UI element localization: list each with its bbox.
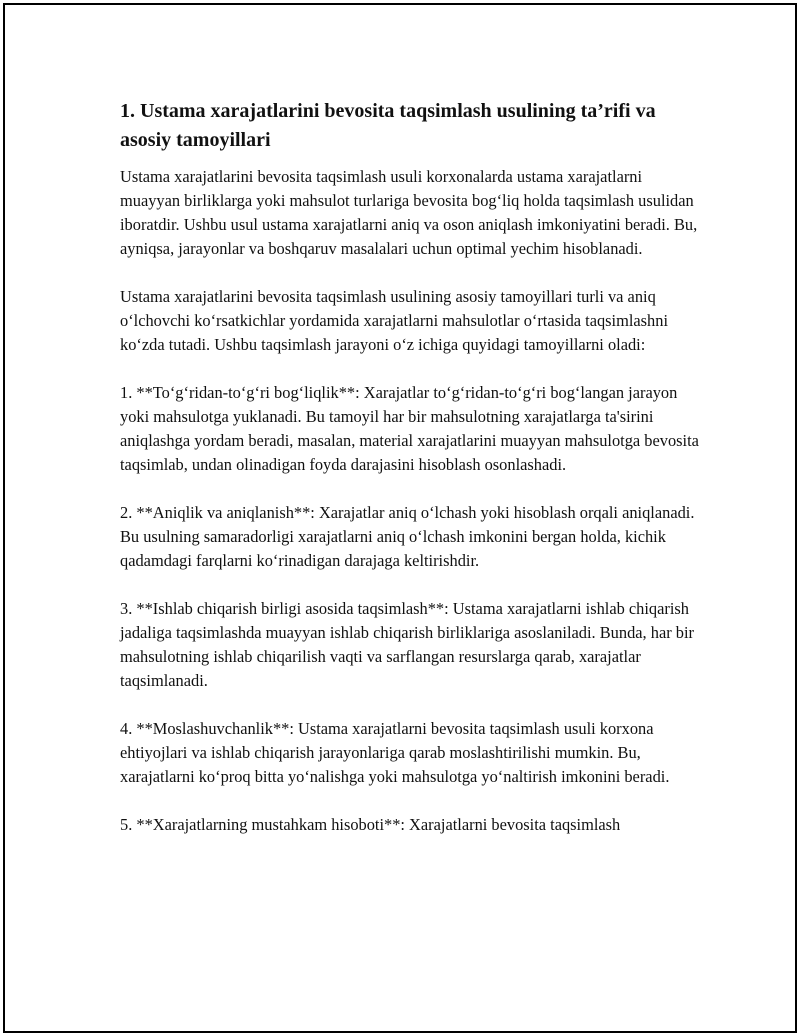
paragraph-principle-1: 1. **To‘g‘ridan-to‘g‘ri bog‘liqlik**: Xarajatlar to‘g‘ridan-to‘g‘ri bog‘langan jarayon yoki mahsulotga yuklanadi. Bu tamoyil har bir mahsulotning xarajatlarga ta'sirini aniqlashga yordam beradi, masalan, material xarajatlarini muayyan mahsulotga bevosita taqsimlab, undan olinadigan foyda darajasini hisoblash osonlashadi. [120,383,699,474]
paragraph-principle-2: 2. **Aniqlik va aniqlanish**: Xarajatlar aniq o‘lchash yoki hisoblash orqali aniqlanadi. Bu usulning samaradorligi xarajatlarni aniq o‘lchash imkonini bergan holda, kichik qadamdagi farqlarni ko‘rinadigan darajaga keltirishdir. [120,503,695,570]
document-body [120,97,705,861]
paragraph-principle-4: 4. **Moslashuvchanlik**: Ustama xarajatlarni bevosita taqsimlash usuli korxona ehtiyojlari va ishlab chiqarish jarayonlariga qarab moslashtirilishi mumkin. Bu, xarajatlarni ko‘proq bitta yo‘nalishga yoki mahsulotga yo‘naltirish imkonini beradi. [120,719,670,786]
document-title: 1. Ustama xarajatlarini bevosita taqsimlash usulining ta’rifi va asosiy tamoyillari [120,100,656,151]
paragraph-definition: Ustama xarajatlarini bevosita taqsimlash usuli korxonalarda ustama xarajatlarni muayyan birliklarga yoki mahsulot turlariga bevosita bog‘liq holda taqsimlash usulidan iboratdir. Ushbu usul ustama xarajatlarni aniq va oson aniqlash imkoniyatini beradi. Bu, ayniqsa, jarayonlar va boshqaruv masalalari uchun optimal yechim hisoblanadi. [120,167,698,258]
page-frame [3,3,797,1033]
paragraph-principle-5: 5. **Xarajatlarning mustahkam hisoboti**: Xarajatlarni bevosita taqsimlash [120,815,621,834]
paragraph-principle-3: 3. **Ishlab chiqarish birligi asosida taqsimlash**: Ustama xarajatlarni ishlab chiqarish jadaliga taqsimlashda muayyan ishlab chiqarish birliklariga asoslaniladi. Bunda, har bir mahsulotning ishlab chiqarilish vaqti va sarflangan resurslarga qarab, xarajatlar taqsimlanadi. [120,599,694,690]
paragraph-principles-intro: Ustama xarajatlarini bevosita taqsimlash usulining asosiy tamoyillari turli va aniq o‘lchovchi ko‘rsatkichlar yordamida xarajatlarni mahsulotlar o‘rtasida taqsimlashni ko‘zda tutadi. Ushbu taqsimlash jarayoni o‘z ichiga quyidagi tamoyillarni oladi: [120,287,668,354]
